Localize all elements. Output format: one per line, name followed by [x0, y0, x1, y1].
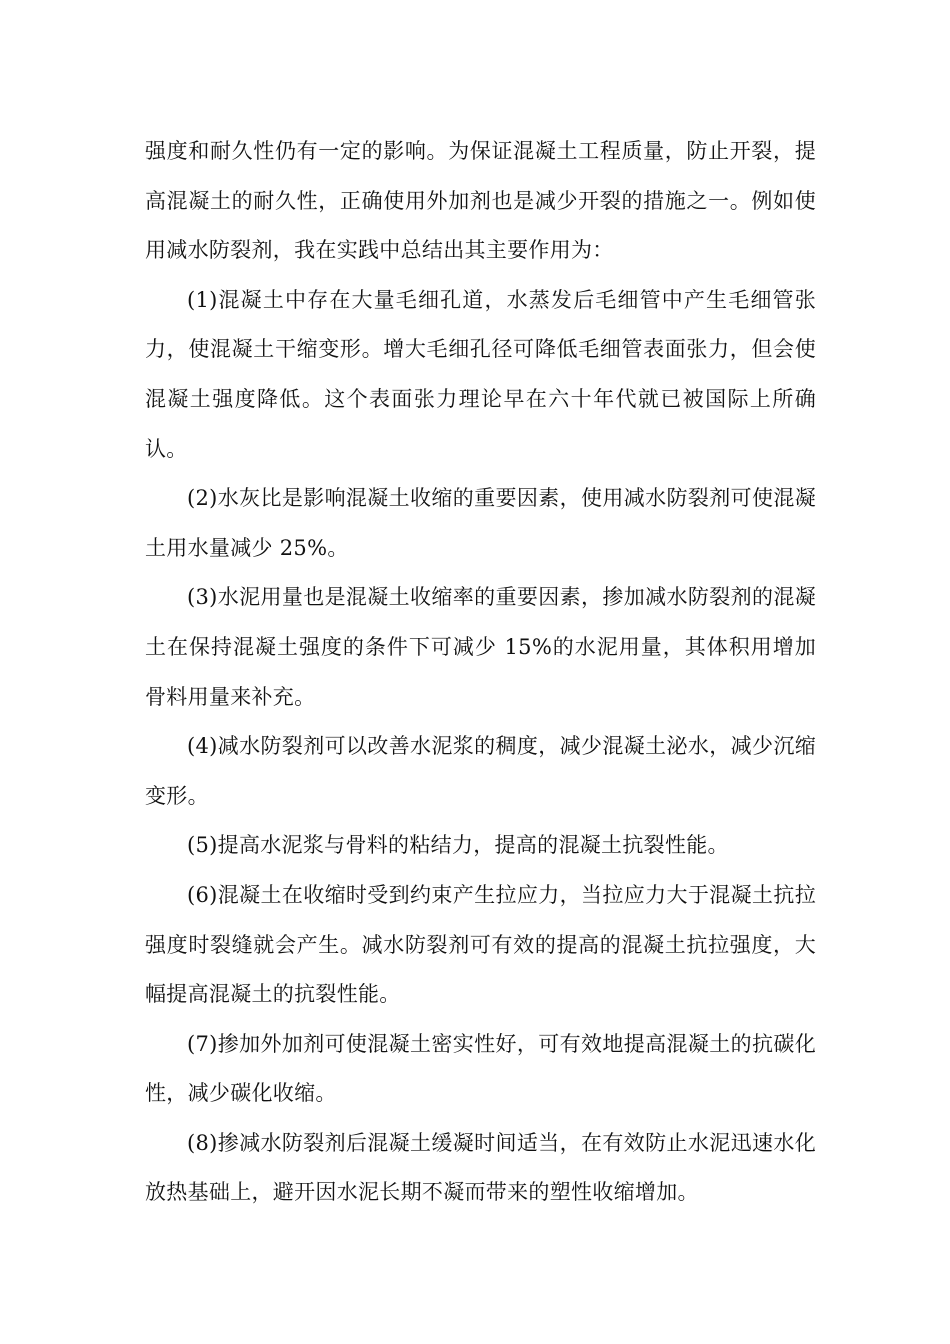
paragraph-item-6: (6)混凝土在收缩时受到约束产生拉应力，当拉应力大于混凝土抗拉强度时裂缝就会产生。减水防裂剂可有效的提高的混凝土抗拉强度，大幅提高混凝土的抗裂性能。 [145, 882, 816, 1007]
paragraph-item-7: (7)掺加外加剂可使混凝土密实性好，可有效地提高混凝土的抗碳化性，减少碳化收缩。 [145, 1031, 816, 1106]
paragraph-item-8: (8)掺减水防裂剂后混凝土缓凝时间适当，在有效防止水泥迅速水化放热基础上，避开因水泥长期不凝而带来的塑性收缩增加。 [145, 1130, 816, 1205]
paragraph-item-5: (5)提高水泥浆与骨料的粘结力，提高的混凝土抗裂性能。 [187, 833, 729, 858]
paragraph-item-4: (4)减水防裂剂可以改善水泥浆的稠度，减少混凝土泌水，减少沉缩变形。 [145, 734, 816, 808]
paragraph-item-2: (2)水灰比是影响混凝土收缩的重要因素，使用减水防裂剂可使混凝土用水量减少 25%。 [145, 486, 816, 560]
paragraph-continuation: 强度和耐久性仍有一定的影响。为保证混凝土工程质量，防止开裂，提高混凝土的耐久性，正确使用外加剂也是减少开裂的措施之一。例如使用减水防裂剂，我在实践中总结出其主要作用为： [145, 139, 816, 263]
paragraph-item-3: (3)水泥用量也是混凝土收缩率的重要因素，掺加减水防裂剂的混凝土在保持混凝土强度的条件下可减少 15%的水泥用量，其体积用增加骨料用量来补充。 [145, 585, 816, 709]
paragraph-item-1: (1)混凝土中存在大量毛细孔道，水蒸发后毛细管中产生毛细管张力，使混凝土干缩变形。增大毛细孔径可降低毛细管表面张力，但会使混凝土强度降低。这个表面张力理论早在六十年代就已被国际上所确认。 [145, 287, 816, 461]
